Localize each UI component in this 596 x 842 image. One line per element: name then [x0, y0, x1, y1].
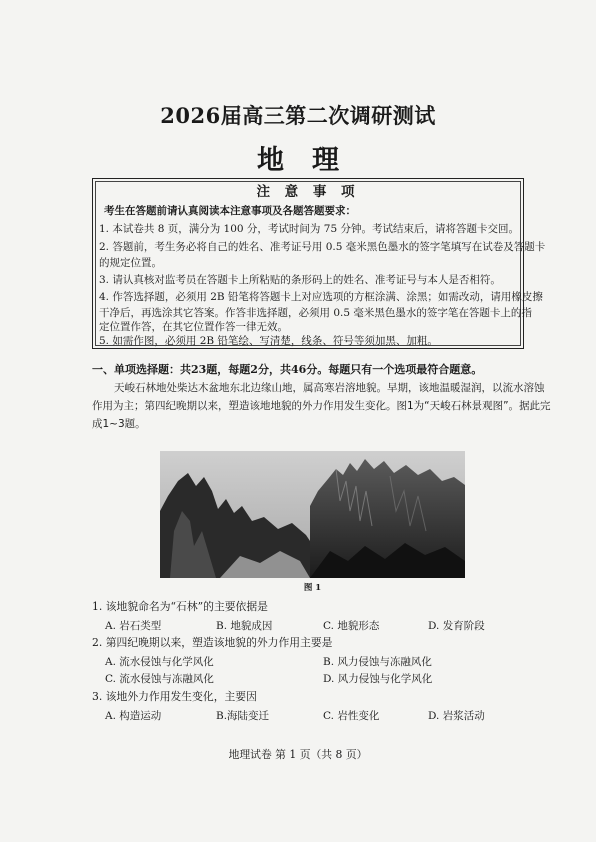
option-c: C. 地貌形态	[323, 620, 380, 632]
option-d: D. 发育阶段	[428, 620, 485, 632]
exam-title: 2026届高三第二次调研测试	[160, 103, 436, 128]
option-b: B. 地貌成因	[216, 620, 273, 632]
option-d: D. 岩浆活动	[428, 710, 485, 722]
passage-line: 天峻石林地处柴达木盆地东北边缘山地，属高寒岩溶地貌。早期，该地温暖湿润，以流水溶蚀	[114, 382, 545, 394]
question-stem: 2. 第四纪晚期以来，塑造该地貌的外力作用主要是	[92, 636, 333, 649]
option-a: A. 岩石类型	[105, 620, 162, 632]
notice-line: 1. 本试卷共 8 页，满分为 100 分，考试时间为 75 分钟。考试结束后，请将答题卡交回。	[99, 223, 519, 235]
option-a: A. 构造运动	[105, 710, 162, 722]
option-b: B. 风力侵蚀与冻融风化	[323, 656, 432, 668]
question-stem: 1. 该地貌命名为“石林”的主要依据是	[92, 600, 268, 613]
option-d: D. 风力侵蚀与化学风化	[323, 673, 433, 685]
passage-line: 作用为主；第四纪晚期以来，塑造该地地貌的外力作用发生变化。图1为“天峻石林景观图”。据此完	[92, 400, 551, 412]
stone-forest-photo	[160, 451, 465, 578]
notice-line: 干净后，再选涂其它答案。作答非选择题，必须用 0.5 毫米黑色墨水的签字笔在答题卡上的指	[99, 307, 532, 319]
notice-line: 5. 如需作图，必须用 2B 铅笔绘、写清楚，线条、符号等须加黑、加粗。	[99, 335, 438, 347]
notice-line: 4. 作答选择题，必须用 2B 铅笔将答题卡上对应选项的方框涂满、涂黑；如需改动，请用橡皮擦	[99, 291, 543, 303]
option-a: A. 流水侵蚀与化学风化	[105, 656, 214, 668]
notice-line: 的规定位置。	[99, 257, 162, 269]
notice-intro: 考生在答题前请认真阅读本注意事项及各题答题要求：	[104, 205, 356, 217]
notice-line: 定位置作答，在其它位置作答一律无效。	[99, 321, 288, 333]
stone-forest-image	[160, 451, 465, 578]
notice-line: 2. 答题前，考生务必将自己的姓名、准考证号用 0.5 毫米黑色墨水的签字笔填写在试卷及答题卡	[99, 241, 546, 253]
option-c: C. 岩性变化	[323, 710, 380, 722]
option-c: C. 流水侵蚀与冻融风化	[105, 673, 214, 685]
passage-line: 成1~3题。	[92, 418, 146, 430]
option-b: B.海陆变迁	[216, 710, 270, 722]
question-stem: 3. 该地外力作用发生变化，主要因	[92, 690, 257, 703]
section-heading: 一、单项选择题：共23题，每题2分，共46分。每题只有一个选项最符合题意。	[92, 363, 483, 376]
notice-heading: 注 意 事 项	[256, 184, 360, 200]
exam-subject: 地理	[257, 145, 367, 176]
page-footer: 地理试卷 第 1 页（共 8 页）	[228, 748, 368, 761]
notice-line: 3. 请认真核对监考员在答题卡上所粘贴的条形码上的姓名、准考证号与本人是否相符。	[99, 274, 501, 286]
figure-caption: 图 1	[303, 583, 322, 593]
